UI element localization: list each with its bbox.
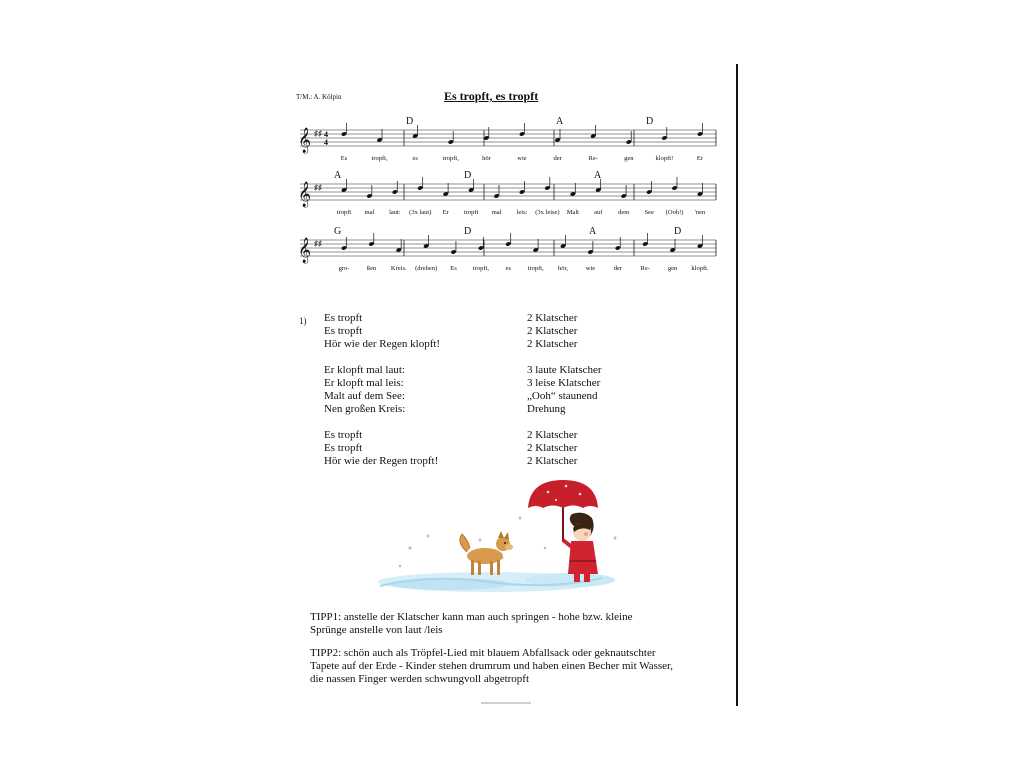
lyric-syllable: Re- [640, 265, 650, 272]
lyric-row [324, 403, 624, 416]
lyric-syllable: tropft, [371, 155, 388, 162]
key-signature-icon: ♯♯ [314, 183, 322, 192]
lyric-action: 3 leise Klatscher [527, 377, 601, 389]
lyric-syllable: Es [340, 155, 348, 162]
music-system [298, 226, 716, 272]
sheet-music [294, 112, 724, 284]
lyric-action: 2 Klatscher [527, 455, 578, 467]
lyric-syllable: wie [585, 265, 596, 272]
lyric-syllable: mal [364, 209, 375, 216]
lyric-syllable: hör [482, 155, 491, 162]
lyric-syllable: See [644, 209, 654, 216]
chord-symbol: D [406, 116, 414, 127]
lyric-row [324, 429, 624, 442]
lyric-line: Hör wie der Regen klopft! [324, 338, 441, 350]
lyric-syllable: tropft, [527, 265, 544, 272]
lyric-action: 2 Klatscher [527, 338, 578, 350]
svg-text:4: 4 [324, 130, 328, 139]
lyric-syllable: Es [450, 265, 457, 272]
lyric-syllable: auf [594, 209, 603, 216]
lyric-action: Drehung [527, 403, 566, 415]
dog-icon [460, 531, 513, 575]
rain-illustration [370, 478, 640, 600]
lyric-row [324, 377, 624, 390]
lyric-row [324, 312, 624, 325]
author-credit: T/M.: A. Kölpin [296, 93, 342, 101]
lyric-syllable: tropft, [442, 155, 459, 162]
page-edge-line [736, 64, 738, 706]
lyric-syllable: (3x leise) [535, 209, 560, 216]
lyric-row [324, 390, 624, 403]
lyric-action: 2 Klatscher [527, 312, 578, 324]
lyric-syllable: dem [618, 209, 630, 216]
lyric-line: Nen großen Kreis: [324, 403, 406, 415]
key-signature-icon: ♯♯ [314, 129, 322, 138]
chord-symbol: D [464, 226, 472, 237]
lyric-syllable: Er [696, 155, 704, 162]
chord-symbol: A [556, 116, 564, 127]
lyric-action: 2 Klatscher [527, 325, 578, 337]
umbrella-icon [528, 480, 598, 508]
lyric-action: 2 Klatscher [527, 429, 578, 441]
lyric-syllable: klopft! [655, 155, 674, 162]
chord-symbol: A [589, 226, 597, 237]
lyric-syllable: 'nen [694, 209, 706, 216]
lyric-syllable: Re- [588, 155, 598, 162]
lyric-syllable: tropft [336, 209, 352, 216]
tip-paragraph [310, 647, 730, 686]
lyric-syllable: hör, [558, 265, 569, 272]
lyric-line: Malt auf dem See: [324, 390, 405, 402]
lyric-action: 3 laute Klatscher [527, 364, 602, 376]
lyric-syllable: Kreis. [390, 265, 407, 272]
tip-line: Sprünge anstelle von laut /leis [310, 624, 443, 636]
chord-symbol: A [334, 170, 342, 181]
chord-symbol: G [334, 226, 342, 237]
lyric-syllable: leis: [516, 209, 528, 216]
lyric-syllable: klopft. [691, 265, 709, 272]
verse-number: 1) [299, 316, 307, 326]
treble-clef-icon: 𝄞 [298, 128, 312, 153]
treble-clef-icon: 𝄞 [298, 238, 312, 263]
lyric-syllable: der [553, 155, 562, 162]
lyric-syllable: ßen [366, 265, 377, 272]
tip-line: die nassen Finger werden schwungvoll abgetropft [310, 673, 530, 685]
lyric-syllable: (drehen) [415, 265, 438, 272]
lyric-syllable: es [412, 155, 418, 162]
lyric-line: Er klopft mal laut: [324, 364, 405, 376]
lyric-syllable: wie [517, 155, 527, 162]
song-title: Es tropft, es tropft [444, 89, 539, 103]
lyric-line: Es tropft [324, 325, 363, 337]
chord-symbol: D [646, 116, 654, 127]
lyric-line: Hör wie der Regen tropft! [324, 455, 439, 467]
lyric-syllable: laut: [389, 209, 401, 216]
footer-mark [481, 702, 531, 704]
lyric-syllable: (Ooh!) [665, 209, 684, 216]
lyric-line: Es tropft [324, 429, 363, 441]
treble-clef-icon: 𝄞 [298, 182, 312, 207]
lyrics-table [324, 312, 624, 468]
chord-symbol: D [674, 226, 682, 237]
lyric-syllable: (3x laut) [409, 209, 432, 216]
lyric-line: Er klopft mal leis: [324, 377, 404, 389]
chord-symbol: D [464, 170, 472, 181]
lyric-syllable: mal [491, 209, 502, 216]
lyric-line: Es tropft [324, 442, 363, 454]
lyric-action: „Ooh“ staunend [527, 390, 598, 402]
lyric-row [324, 442, 624, 455]
lyric-syllable: Er [442, 209, 449, 216]
lyric-row [324, 325, 624, 338]
tips-section [310, 611, 730, 696]
lyric-syllable: tropft, [472, 265, 489, 272]
music-system [298, 170, 716, 216]
key-signature-icon: ♯♯ [314, 239, 322, 248]
girl-icon [528, 480, 598, 582]
tip-line: TIPP1: anstelle der Klatscher kann man auch springen - hohe bzw. kleine [310, 611, 633, 623]
lyric-line: Es tropft [324, 312, 363, 324]
lyric-syllable: gen [667, 265, 678, 272]
lyric-action: 2 Klatscher [527, 442, 578, 454]
tip-paragraph [310, 611, 730, 637]
lyric-syllable: Malt [566, 209, 579, 216]
lyric-row [324, 364, 624, 377]
lyric-syllable: gro- [338, 265, 350, 272]
lyric-row [324, 338, 624, 351]
music-system [298, 116, 716, 162]
lyric-syllable: es [505, 265, 512, 272]
tip-line: TIPP2: schön auch als Tröpfel-Lied mit blauem Abfallsack oder geknautschter [310, 647, 656, 659]
lyric-syllable: gen [624, 155, 634, 162]
lyric-syllable: der [613, 265, 623, 272]
chord-symbol: A [594, 170, 602, 181]
lyric-row [324, 455, 624, 468]
tip-line: Tapete auf der Erde - Kinder stehen drumrum und haben einen Becher mit Wasser, [310, 660, 674, 672]
lyric-syllable: tropft [463, 209, 479, 216]
svg-text:4: 4 [324, 138, 328, 147]
